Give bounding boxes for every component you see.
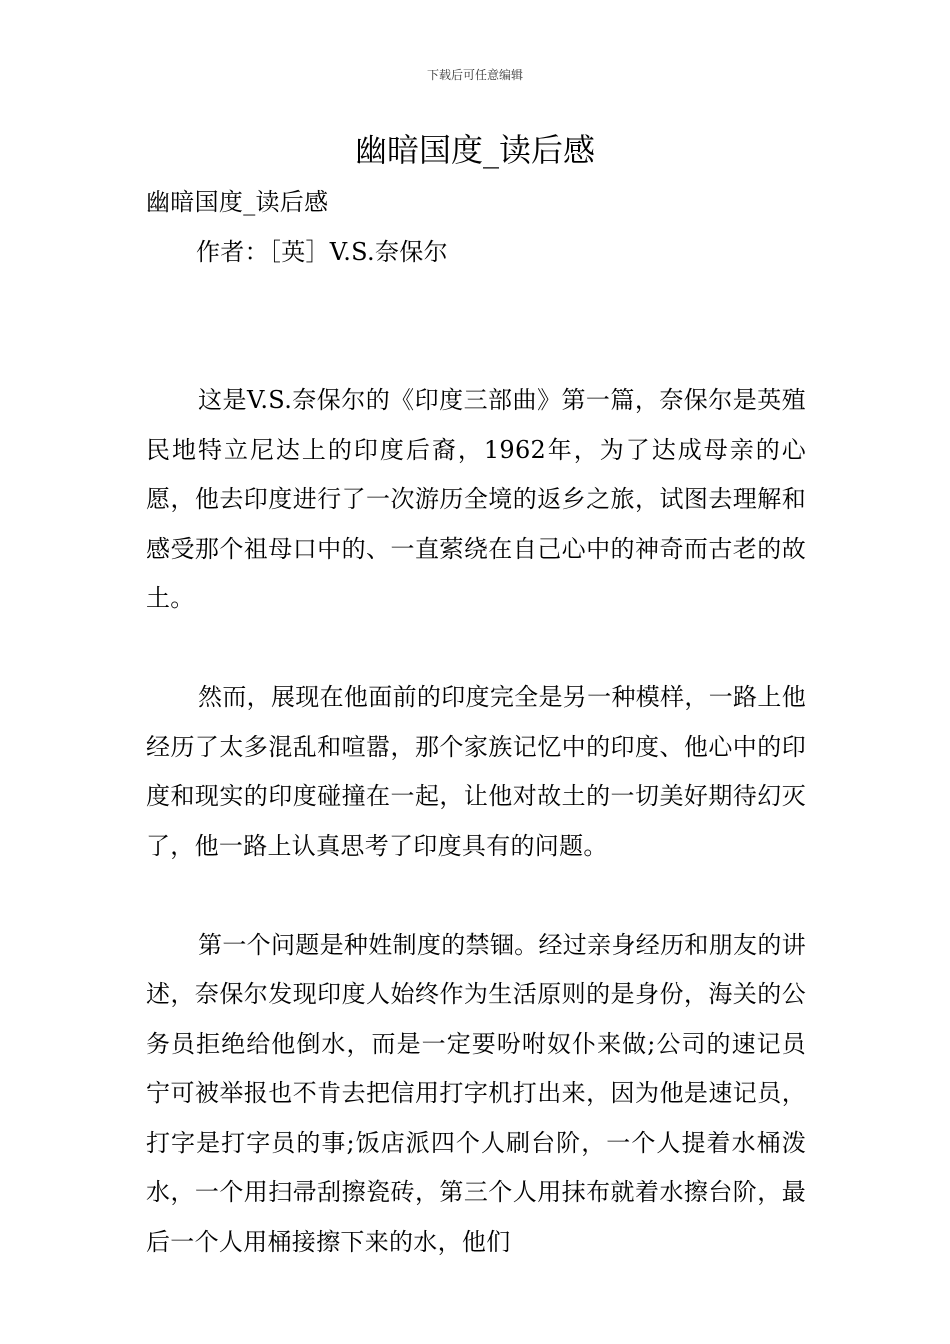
paragraph-spacer xyxy=(146,327,806,377)
paragraph-spacer xyxy=(146,871,806,921)
author-line: 作者：［英］V.S.奈保尔 xyxy=(196,237,448,266)
document-body xyxy=(146,178,806,1267)
document-subtitle: 幽暗国度_读后感 xyxy=(146,188,329,216)
document-title: 幽暗国度_读后感 xyxy=(354,131,595,169)
paragraph-3: 第一个问题是种姓制度的禁锢。经过亲身经历和朋友的讲述，奈保尔发现印度人始终作为生活原则的是身份，海关的公务员拒绝给他倒水，而是一定要吩咐奴仆来做;公司的速记员宁可被举报也不肯去把信用打字机打出来，因为他是速记员，打字是打字员的事;饭店派四个人刷台阶，一个人提着水桶泼水，一个用扫帚刮擦瓷砖，第三个人用抹布就着水擦台阶，最后一个人用桶接擦下来的水，他们 xyxy=(146,930,806,1256)
paragraph-2: 然而，展现在他面前的印度完全是另一种模样，一路上他经历了太多混乱和喧嚣，那个家族记忆中的印度、他心中的印度和现实的印度碰撞在一起，让他对故土的一切美好期待幻灭了，他一路上认真思考了印度具有的问题。 xyxy=(146,683,806,860)
header-note: 下载后可任意编辑 xyxy=(426,68,523,82)
paragraph-spacer xyxy=(146,277,806,327)
paragraph-1: 这是V.S.奈保尔的《印度三部曲》第一篇，奈保尔是英殖民地特立尼达上的印度后裔，1962年，为了达成母亲的心愿，他去印度进行了一次游历全境的返乡之旅，试图去理解和感受那个祖母口中的、一直萦绕在自己心中的神奇而古老的故土。 xyxy=(146,386,806,612)
paragraph-spacer xyxy=(146,624,806,674)
